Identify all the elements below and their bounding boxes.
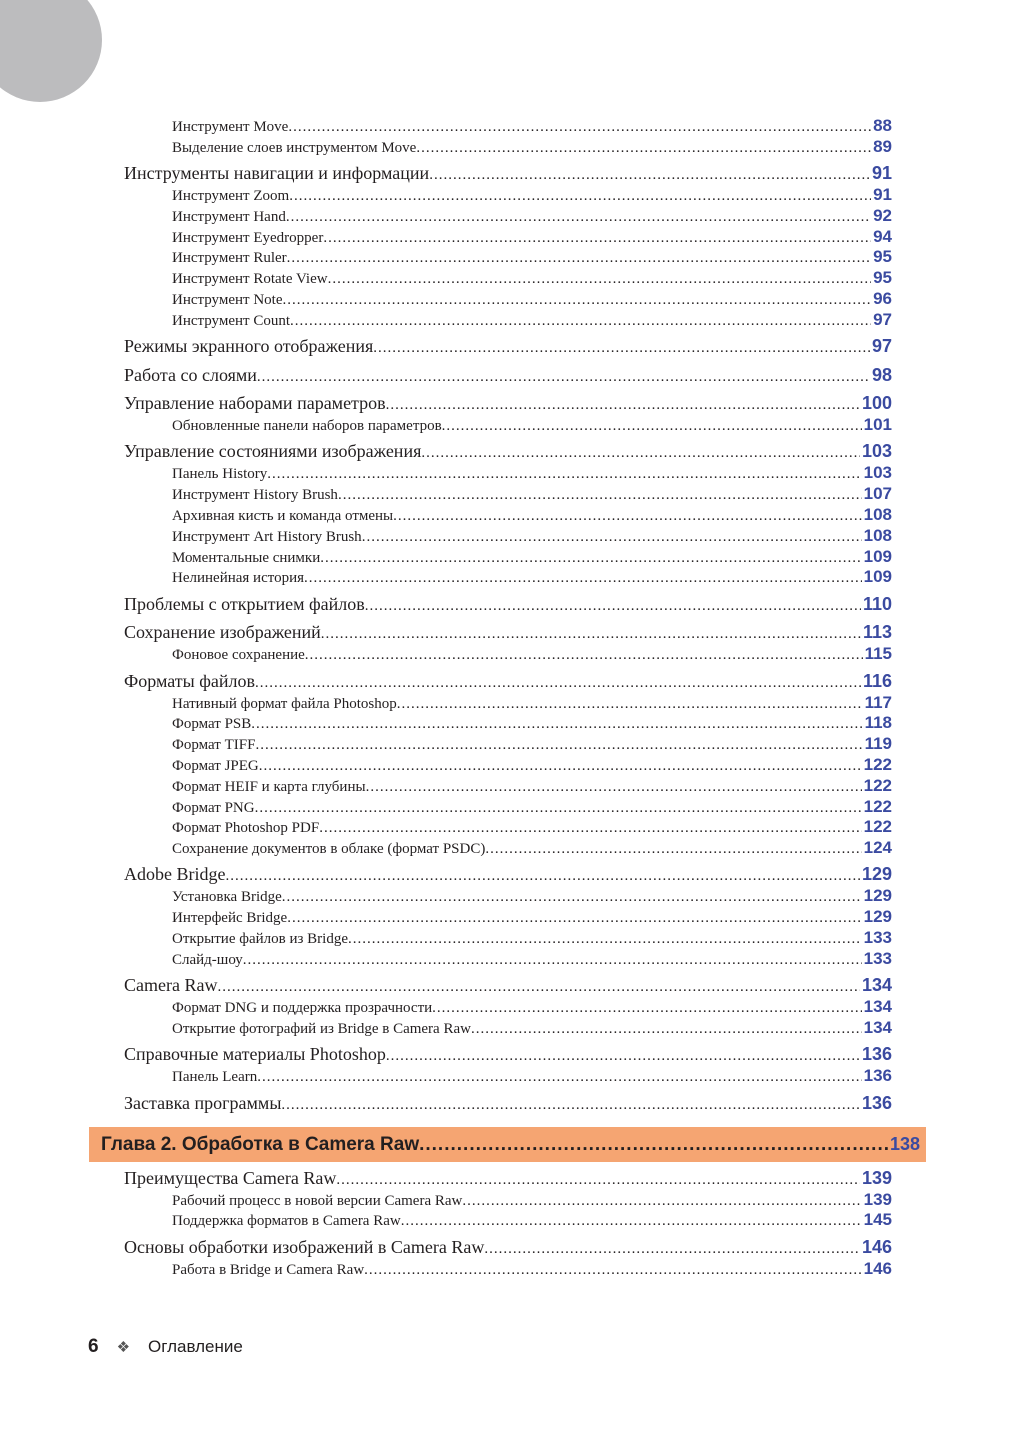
entry-page-number: 133 (863, 928, 892, 948)
dot-leader (282, 887, 862, 907)
dot-leader (401, 1211, 862, 1231)
entry-title: Работа со слоями (124, 364, 257, 385)
toc-subsection[interactable] (124, 1066, 892, 1087)
dot-leader (287, 908, 861, 928)
entry-title: Форматы файлов (124, 670, 255, 691)
entry-page-number: 115 (864, 644, 892, 664)
dot-leader (217, 975, 859, 998)
toc-subsection[interactable] (124, 310, 892, 331)
toc-subsection[interactable] (124, 289, 892, 310)
entry-title: Поддержка форматов в Camera Raw (172, 1213, 401, 1230)
entry-page-number: 122 (863, 796, 892, 816)
toc-subsection[interactable] (124, 797, 892, 818)
dot-leader (442, 416, 862, 436)
entry-page-number: 91 (873, 185, 892, 205)
toc-section[interactable] (124, 391, 892, 416)
entry-title: Формат HEIF и карта глубины (172, 778, 366, 795)
entry-title: Панель History (172, 466, 268, 483)
toc-subsection[interactable] (124, 268, 892, 289)
entry-title: Справочные материалы Photoshop (124, 1044, 386, 1065)
dot-leader (267, 464, 861, 484)
toc-section[interactable] (124, 620, 892, 645)
toc-subsection[interactable] (124, 415, 892, 436)
dot-leader (429, 163, 870, 186)
entry-title: Инструмент History Brush (172, 487, 338, 504)
dot-leader (319, 818, 861, 838)
entry-page-number: 129 (863, 886, 892, 906)
dot-leader (255, 735, 862, 755)
toc-section[interactable] (124, 862, 892, 887)
dot-leader (321, 622, 861, 645)
toc-subsection[interactable] (124, 1259, 892, 1280)
toc-subsection[interactable] (124, 1018, 892, 1039)
entry-title: Формат TIFF (172, 737, 256, 754)
toc-subsection[interactable] (124, 928, 892, 949)
entry-page-number: 134 (863, 1017, 892, 1037)
entry-title: Инструмент Eyedropper (172, 229, 324, 246)
entry-page-number: 139 (863, 1189, 892, 1209)
dot-leader (286, 207, 871, 227)
dot-leader (386, 393, 860, 416)
dot-leader (336, 1168, 860, 1191)
dot-leader (323, 228, 871, 248)
entry-title: Открытие фотографий из Bridge в Camera Raw (172, 1020, 471, 1037)
toc-section[interactable] (124, 592, 892, 617)
entry-title: Обновленные панели наборов параметров (172, 418, 442, 435)
dot-leader (255, 671, 861, 694)
dot-leader (290, 311, 871, 331)
entry-page-number: 129 (861, 864, 892, 885)
entry-page-number: 145 (863, 1210, 892, 1230)
entry-page-number: 91 (871, 163, 892, 184)
chapter-heading[interactable] (89, 1127, 926, 1162)
toc-subsection[interactable] (124, 644, 892, 665)
dot-leader (338, 485, 862, 505)
entry-title: Инструмент Hand (172, 208, 286, 225)
entry-page-number: 136 (861, 1044, 892, 1065)
entry-page-number: 138 (889, 1133, 920, 1154)
dot-leader (257, 1067, 861, 1087)
entry-page-number: 124 (863, 838, 892, 858)
entry-page-number: 118 (864, 713, 892, 733)
entry-page-number: 136 (863, 1066, 892, 1086)
entry-title: Слайд-шоу (172, 951, 243, 968)
dot-leader (255, 798, 862, 818)
toc-subsection[interactable] (124, 907, 892, 928)
toc-subsection[interactable] (124, 247, 892, 268)
entry-page-number: 108 (863, 525, 892, 545)
dot-leader (259, 756, 862, 776)
entry-page-number: 122 (863, 754, 892, 774)
dot-leader (364, 1260, 861, 1280)
entry-title: Преимущества Camera Raw (124, 1167, 337, 1188)
dot-leader (328, 269, 872, 289)
dot-leader (386, 1044, 860, 1067)
dot-leader (304, 568, 862, 588)
entry-title: Инструмент Move (172, 119, 289, 135)
entry-title: Формат PNG (172, 799, 255, 816)
table-of-contents (101, 116, 920, 1279)
entry-page-number: 100 (861, 393, 892, 414)
toc-subsection[interactable] (124, 713, 892, 734)
dot-leader (251, 714, 862, 734)
entry-title: Открытие файлов из Bridge (172, 931, 348, 948)
entry-page-number: 96 (873, 289, 892, 309)
entry-page-number: 94 (873, 226, 892, 246)
entry-title: Формат PSB (172, 716, 252, 733)
entry-title: Инструменты навигации и информации (124, 163, 430, 184)
dot-leader (485, 839, 861, 859)
entry-page-number: 146 (863, 1258, 892, 1278)
entry-title: Управление наборами параметров (124, 393, 386, 414)
entry-title: Инструмент Art History Brush (172, 528, 362, 545)
entry-page-number: 97 (871, 336, 892, 357)
entry-page-number: 119 (864, 734, 892, 754)
entry-title: Панель Learn (172, 1069, 258, 1086)
entry-page-number: 98 (871, 364, 892, 385)
dot-leader (225, 864, 859, 887)
dot-leader (484, 1237, 860, 1260)
dot-leader (288, 117, 871, 137)
dot-leader (283, 290, 872, 310)
entry-page-number: 107 (863, 484, 892, 504)
running-title: Оглавление (148, 1337, 243, 1356)
toc-section[interactable] (124, 1091, 892, 1116)
entry-title: Camera Raw (124, 975, 218, 996)
page-footer (88, 1336, 243, 1358)
toc-subsection[interactable] (124, 484, 892, 505)
toc-section[interactable] (124, 669, 892, 694)
entry-page-number: 92 (873, 205, 892, 225)
entry-page-number: 134 (861, 975, 892, 996)
entry-page-number: 110 (862, 593, 892, 614)
entry-page-number: 89 (873, 136, 892, 156)
toc-subsection[interactable] (124, 526, 892, 547)
toc-subsection[interactable] (124, 949, 892, 970)
entry-page-number: 95 (873, 268, 892, 288)
entry-title: Формат Photoshop PDF (172, 820, 320, 837)
corner-tab (0, 0, 102, 102)
toc-subsection[interactable] (124, 1210, 892, 1231)
toc-subsection[interactable] (124, 185, 892, 206)
entry-title: Режимы экранного отображения (124, 336, 374, 357)
entry-title: Нелинейная история (172, 570, 305, 587)
toc-subsection[interactable] (124, 463, 892, 484)
toc-subsection[interactable] (124, 567, 892, 588)
entry-page-number: 95 (873, 247, 892, 267)
entry-title: Нативный формат файла Photoshop (172, 695, 397, 712)
entry-page-number: 88 (873, 116, 892, 135)
entry-page-number: 134 (863, 997, 892, 1017)
toc-section[interactable] (124, 1235, 892, 1260)
dot-leader (462, 1191, 861, 1211)
toc-subsection[interactable] (124, 997, 892, 1018)
toc-subsection[interactable] (124, 817, 892, 838)
toc-subsection[interactable] (124, 693, 892, 714)
toc-section[interactable] (124, 363, 892, 388)
toc-subsection[interactable] (124, 137, 892, 158)
dot-leader (289, 186, 871, 206)
entry-page-number: 101 (863, 415, 892, 435)
dot-leader (373, 336, 870, 359)
toc-subsection[interactable] (124, 776, 892, 797)
entry-page-number: 113 (862, 622, 892, 643)
entry-title: Инструмент Rotate View (172, 271, 328, 288)
toc-subsection[interactable] (124, 206, 892, 227)
toc-section[interactable] (124, 1042, 892, 1067)
entry-title: Заставка программы (124, 1092, 282, 1113)
toc-section[interactable] (124, 973, 892, 998)
dot-leader (421, 441, 860, 464)
entry-title: Выделение слоев инструментом Move (172, 139, 417, 156)
entry-page-number: 109 (863, 567, 892, 587)
entry-page-number: 136 (861, 1092, 892, 1113)
dot-leader (287, 248, 871, 268)
entry-title: Фоновое сохранение (172, 647, 305, 664)
dot-leader (257, 365, 870, 388)
ornament-icon: ❖ (116, 1339, 131, 1356)
entry-page-number: 97 (873, 309, 892, 329)
entry-title: Глава 2. Обработка в Camera Raw (101, 1133, 420, 1155)
dot-leader (432, 998, 861, 1018)
entry-title: Работа в Bridge и Camera Raw (172, 1261, 365, 1278)
entry-title: Сохранение изображений (124, 622, 321, 643)
toc-subsection[interactable] (124, 755, 892, 776)
toc-subsection[interactable] (124, 1190, 892, 1211)
entry-title: Основы обработки изображений в Camera Raw (124, 1236, 485, 1257)
dot-leader (397, 694, 863, 714)
entry-page-number: 109 (863, 546, 892, 566)
entry-page-number: 122 (863, 817, 892, 837)
toc-subsection[interactable] (124, 838, 892, 859)
dot-leader (365, 594, 861, 617)
entry-page-number: 116 (862, 670, 892, 691)
entry-title: Моментальные снимки (172, 549, 321, 566)
dot-leader (366, 777, 862, 797)
entry-page-number: 146 (861, 1236, 892, 1257)
entry-title: Рабочий процесс в новой версии Camera Raw (172, 1192, 463, 1209)
entry-title: Формат JPEG (172, 757, 259, 774)
entry-page-number: 103 (863, 463, 892, 483)
entry-page-number: 108 (863, 505, 892, 525)
dot-leader (419, 1127, 888, 1162)
entry-title: Сохранение документов в облаке (формат PSDC) (172, 841, 486, 858)
toc-subsection[interactable] (124, 547, 892, 568)
entry-title: Интерфейс Bridge (172, 910, 288, 927)
toc-subsection[interactable] (124, 505, 892, 526)
entry-title: Инструмент Zoom (172, 188, 290, 205)
toc-subsection[interactable] (124, 886, 892, 907)
entry-title: Инструмент Count (172, 312, 291, 329)
dot-leader (320, 548, 861, 568)
dot-leader (393, 506, 861, 526)
entry-page-number: 139 (861, 1167, 892, 1188)
entry-page-number: 129 (863, 907, 892, 927)
dot-leader (305, 645, 863, 665)
toc-subsection[interactable] (124, 734, 892, 755)
entry-page-number: 117 (864, 692, 892, 712)
entry-page-number: 103 (861, 441, 892, 462)
toc-section[interactable] (124, 1166, 892, 1191)
page-number: 6 (88, 1336, 99, 1357)
toc-subsection[interactable] (124, 116, 892, 137)
entry-title: Управление состояниями изображения (124, 441, 422, 462)
dot-leader (243, 950, 862, 970)
entry-title: Архивная кисть и команда отмены (172, 508, 394, 525)
entry-title: Установка Bridge (172, 889, 282, 906)
entry-title: Формат DNG и поддержка прозрачности (172, 1000, 433, 1017)
toc-subsection[interactable] (124, 227, 892, 248)
toc-section[interactable] (124, 439, 892, 464)
dot-leader (362, 527, 862, 547)
toc-section[interactable] (124, 161, 892, 186)
dot-leader (348, 929, 862, 949)
entry-page-number: 122 (863, 775, 892, 795)
dot-leader (281, 1093, 860, 1116)
entry-title: Инструмент Ruler (172, 250, 287, 267)
dot-leader (471, 1019, 862, 1039)
entry-title: Инструмент Note (172, 292, 283, 309)
toc-section[interactable] (124, 334, 892, 359)
dot-leader (416, 138, 871, 158)
entry-title: Adobe Bridge (124, 864, 226, 885)
entry-title: Проблемы с открытием файлов (124, 593, 365, 614)
entry-page-number: 133 (863, 948, 892, 968)
